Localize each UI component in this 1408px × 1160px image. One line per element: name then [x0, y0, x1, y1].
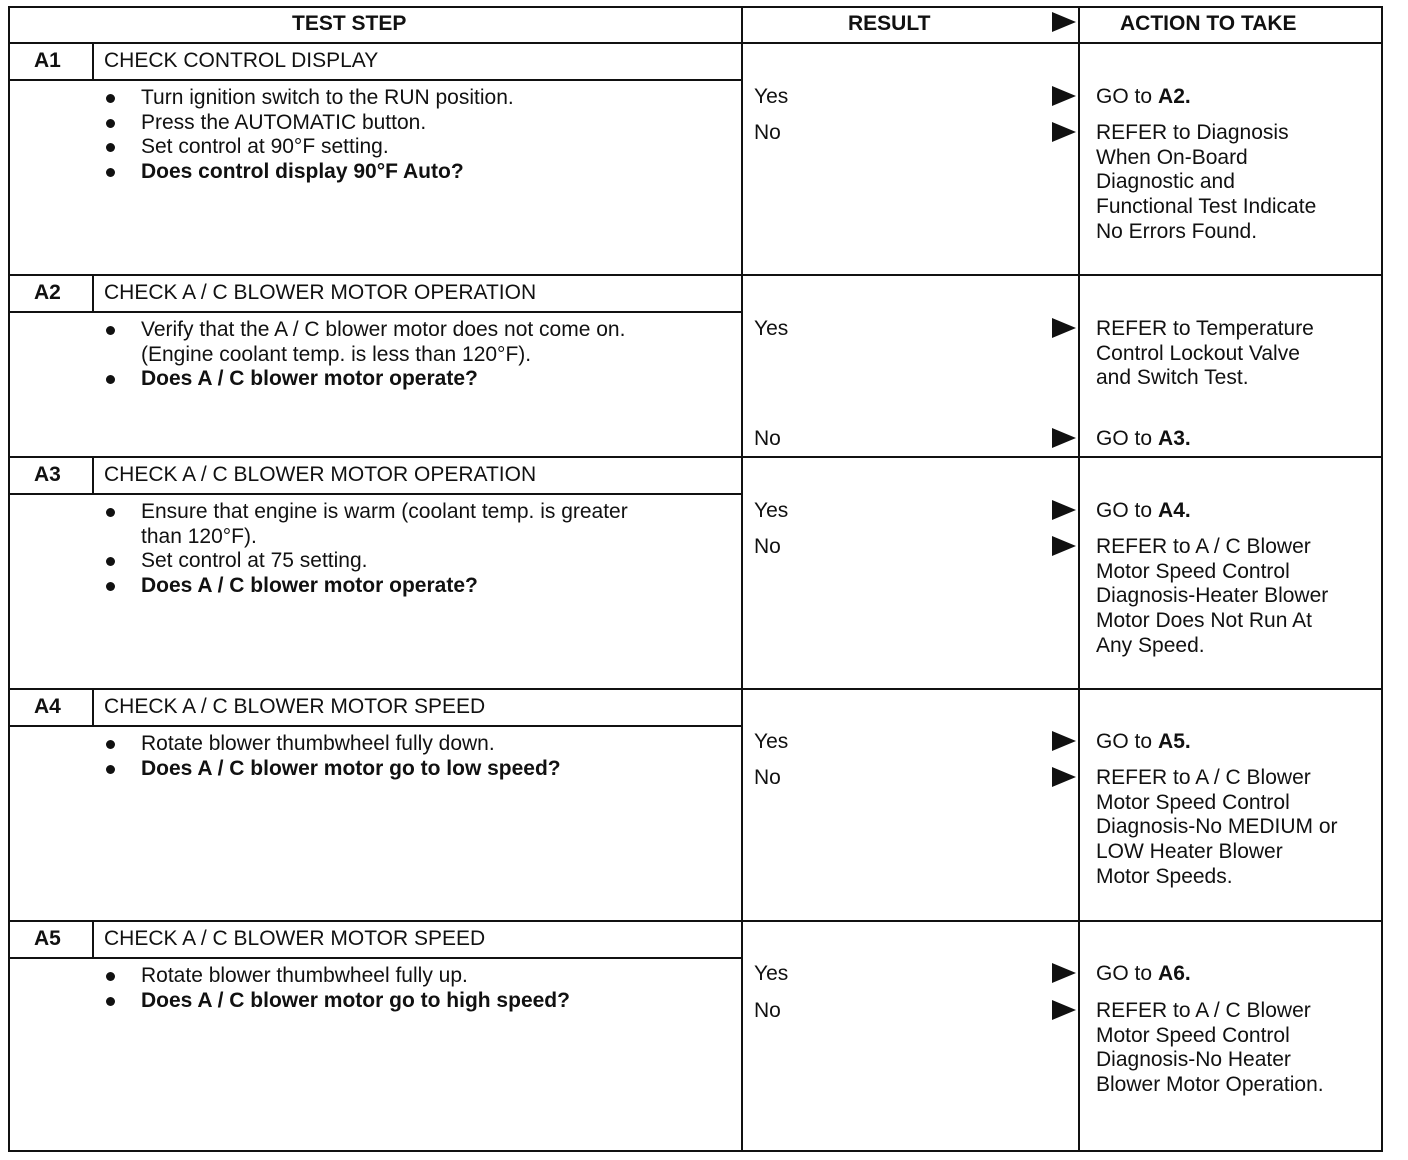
bullet-icon: [106, 997, 115, 1006]
table-border-right: [1381, 6, 1383, 1152]
bullet-text: Does A / C blower motor operate?: [141, 574, 478, 598]
action-text: Any Speed.: [1096, 633, 1205, 657]
step-title: CHECK A / C BLOWER MOTOR OPERATION: [104, 281, 537, 304]
table-border-bottom: [8, 1150, 1381, 1152]
result-yes: Yes: [754, 962, 789, 985]
arrow-right-icon: [1052, 122, 1076, 142]
action-text: Blower Motor Operation.: [1096, 1073, 1324, 1097]
header-arrow-icon: [1052, 12, 1076, 32]
action-text: Motor Does Not Run At: [1096, 609, 1312, 633]
bullet-text: Ensure that engine is warm (coolant temp. is greater: [141, 500, 628, 523]
action-text: GO to A4.: [1096, 499, 1191, 522]
result-no: No: [754, 766, 781, 789]
bullet-text: Set control at 75 setting.: [141, 549, 368, 573]
step-title: CHECK A / C BLOWER MOTOR SPEED: [104, 695, 486, 718]
step-title-underline: [8, 957, 741, 959]
bullet-icon: [106, 582, 115, 591]
action-text: Diagnosis-Heater Blower: [1096, 584, 1329, 608]
action-step-ref: A6.: [1158, 962, 1191, 985]
bullet-text: Set control at 90°F setting.: [141, 135, 389, 159]
step-title-underline: [8, 311, 741, 313]
result-yes: Yes: [754, 730, 789, 753]
column-divider-action: [1078, 6, 1080, 1150]
bullet-text: Verify that the A / C blower motor does not come on.: [141, 318, 626, 341]
bullet-icon: [106, 972, 115, 981]
arrow-right-icon: [1052, 428, 1076, 448]
action-text: Functional Test Indicate: [1096, 195, 1317, 219]
step-title-underline: [8, 493, 741, 495]
action-text: REFER to A / C Blower: [1096, 766, 1311, 789]
bullet-icon: [106, 119, 115, 128]
step-title-underline: [8, 79, 741, 81]
bullet-icon: [106, 143, 115, 152]
action-text: REFER to Diagnosis: [1096, 121, 1289, 144]
action-text: REFER to Temperature: [1096, 317, 1314, 340]
step-title: CHECK A / C BLOWER MOTOR SPEED: [104, 927, 486, 950]
arrow-right-icon: [1052, 1000, 1076, 1020]
bullet-text: Press the AUTOMATIC button.: [141, 110, 427, 134]
step-id-divider: [92, 274, 94, 311]
action-text: When On-Board: [1096, 145, 1248, 169]
step-id: A2: [34, 281, 61, 304]
action-text: GO to A6.: [1096, 962, 1191, 985]
column-divider-result: [741, 6, 743, 1150]
action-text: REFER to A / C Blower: [1096, 999, 1311, 1022]
action-text: and Switch Test.: [1096, 366, 1249, 390]
arrow-right-icon: [1052, 767, 1076, 787]
step-id-divider: [92, 688, 94, 725]
action-step-ref: A3.: [1158, 427, 1191, 450]
step-divider: [8, 42, 1381, 44]
action-step-ref: A2.: [1158, 85, 1191, 108]
result-no: No: [754, 427, 781, 450]
bullet-icon: [106, 326, 115, 335]
step-id: A4: [34, 695, 61, 718]
result-yes: Yes: [754, 317, 789, 340]
step-id-divider: [92, 42, 94, 79]
arrow-right-icon: [1052, 500, 1076, 520]
bullet-text: Rotate blower thumbwheel fully down.: [141, 732, 495, 755]
action-text: LOW Heater Blower: [1096, 840, 1283, 864]
action-text: Diagnosis-No Heater: [1096, 1048, 1291, 1072]
bullet-icon: [106, 557, 115, 566]
arrow-right-icon: [1052, 536, 1076, 556]
bullet-text: Does control display 90°F Auto?: [141, 160, 464, 184]
action-text: GO to A5.: [1096, 730, 1191, 753]
action-text: Motor Speeds.: [1096, 864, 1233, 888]
step-divider: [8, 456, 1381, 458]
action-text: No Errors Found.: [1096, 219, 1258, 243]
action-text: Motor Speed Control: [1096, 790, 1290, 814]
bullet-icon: [106, 765, 115, 774]
action-step-ref: A5.: [1158, 730, 1191, 753]
header-result: RESULT: [848, 12, 931, 35]
result-no: No: [754, 121, 781, 144]
bullet-icon: [106, 168, 115, 177]
bullet-text: Does A / C blower motor go to high speed?: [141, 988, 570, 1012]
step-divider: [8, 920, 1381, 922]
step-id: A3: [34, 463, 61, 486]
arrow-right-icon: [1052, 731, 1076, 751]
step-title-underline: [8, 725, 741, 727]
step-divider: [8, 688, 1381, 690]
header-action: ACTION TO TAKE: [1120, 12, 1297, 35]
action-step-ref: A4.: [1158, 499, 1191, 522]
action-text: GO to A2.: [1096, 85, 1191, 108]
table-border-left: [8, 6, 10, 1150]
step-title: CHECK A / C BLOWER MOTOR OPERATION: [104, 463, 537, 486]
bullet-icon: [106, 94, 115, 103]
action-text: REFER to A / C Blower: [1096, 535, 1311, 558]
table-border-top: [8, 6, 1381, 8]
result-no: No: [754, 535, 781, 558]
action-text: Diagnostic and: [1096, 170, 1235, 194]
bullet-text-continued: (Engine coolant temp. is less than 120°F).: [141, 342, 532, 366]
action-text: GO to A3.: [1096, 427, 1191, 450]
bullet-text: Does A / C blower motor go to low speed?: [141, 756, 561, 780]
bullet-text-continued: than 120°F).: [141, 524, 257, 548]
arrow-right-icon: [1052, 318, 1076, 338]
step-id-divider: [92, 920, 94, 957]
result-yes: Yes: [754, 499, 789, 522]
step-divider: [8, 274, 1381, 276]
bullet-text: Turn ignition switch to the RUN position.: [141, 86, 514, 109]
bullet-icon: [106, 740, 115, 749]
action-text: Control Lockout Valve: [1096, 341, 1300, 365]
bullet-icon: [106, 375, 115, 384]
header-test-step: TEST STEP: [292, 12, 407, 35]
step-id-divider: [92, 456, 94, 493]
step-id: A5: [34, 927, 61, 950]
step-id: A1: [34, 49, 61, 72]
action-text: Motor Speed Control: [1096, 559, 1290, 583]
action-text: Diagnosis-No MEDIUM or: [1096, 815, 1338, 839]
bullet-text: Rotate blower thumbwheel fully up.: [141, 964, 468, 987]
result-no: No: [754, 999, 781, 1022]
arrow-right-icon: [1052, 86, 1076, 106]
action-text: Motor Speed Control: [1096, 1023, 1290, 1047]
arrow-right-icon: [1052, 963, 1076, 983]
result-yes: Yes: [754, 85, 789, 108]
bullet-icon: [106, 508, 115, 517]
step-title: CHECK CONTROL DISPLAY: [104, 49, 379, 72]
bullet-text: Does A / C blower motor operate?: [141, 367, 478, 391]
